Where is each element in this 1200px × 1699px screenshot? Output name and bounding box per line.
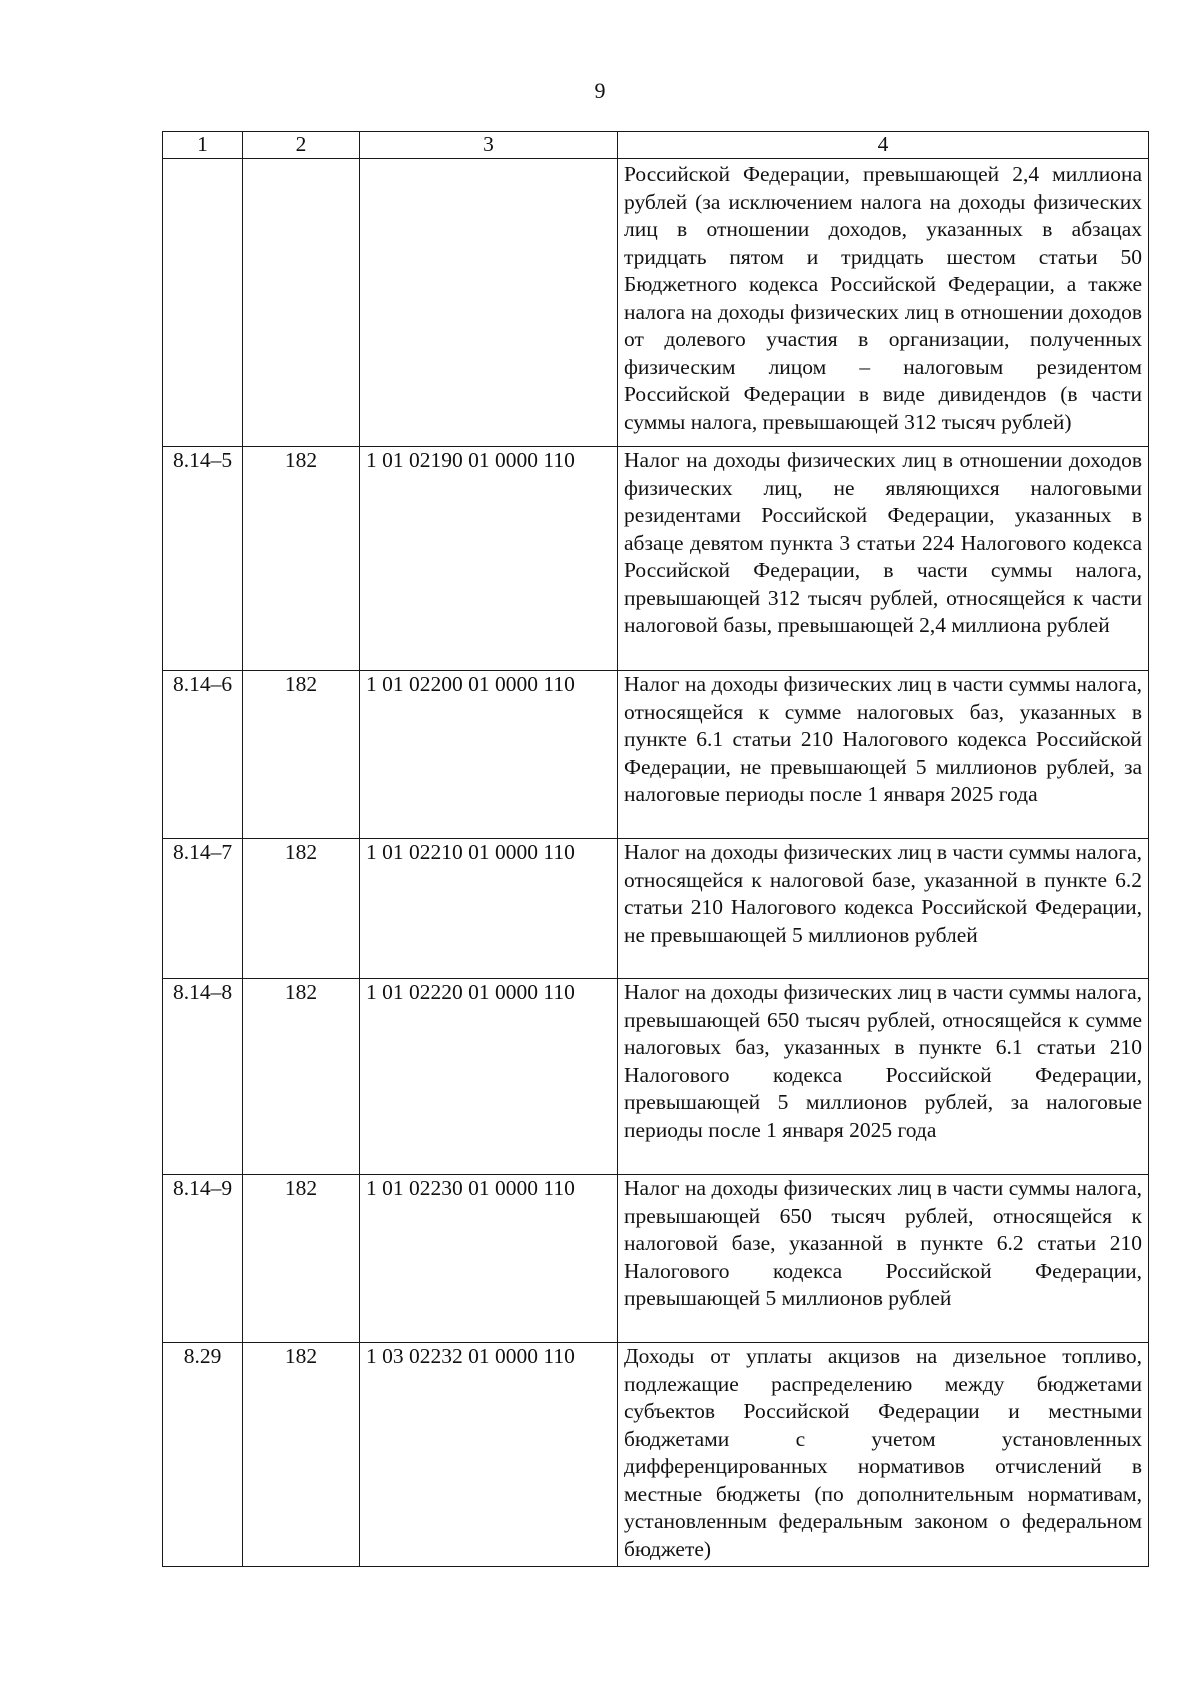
revenue-description: Налог на доходы физических лиц в отношении доходов физических лиц, не являющихся налоговыми резидентами Российской Федерации, указанных в абзаце девятом пункта 3 статьи 224 Налогового кодекса Российской Федерации, в части суммы налога, превышающей 312 тысяч рублей, относящейся к части налоговой базы, превышающей 2,4 миллиона рублей	[618, 447, 1149, 671]
column-header-2: 2	[243, 132, 360, 159]
row-number	[163, 159, 243, 447]
table-row	[163, 671, 1149, 839]
column-header-3: 3	[360, 132, 618, 159]
row-number: 8.14–7	[163, 839, 243, 979]
row-number: 8.14–5	[163, 447, 243, 671]
admin-code: 182	[243, 1175, 360, 1343]
row-number: 8.14–6	[163, 671, 243, 839]
table-row	[163, 447, 1149, 671]
budget-classification-code: 1 03 02232 01 0000 110	[360, 1343, 618, 1567]
revenue-description: Налог на доходы физических лиц в части суммы налога, относящейся к налоговой базе, указанной в пункте 6.2 статьи 210 Налогового кодекса Российской Федерации, не превышающей 5 миллионов рублей	[618, 839, 1149, 979]
revenue-table	[162, 131, 1149, 1567]
table-row	[163, 979, 1149, 1175]
revenue-description: Налог на доходы физических лиц в части суммы налога, относящейся к сумме налоговых баз, указанных в пункте 6.1 статьи 210 Налогового кодекса Российской Федерации, не превышающей 5 миллионов рублей, за налоговые периоды после 1 января 2025 года	[618, 671, 1149, 839]
admin-code: 182	[243, 839, 360, 979]
admin-code: 182	[243, 671, 360, 839]
budget-classification-code: 1 01 02200 01 0000 110	[360, 671, 618, 839]
table-row	[163, 159, 1149, 447]
column-header-4: 4	[618, 132, 1149, 159]
admin-code: 182	[243, 979, 360, 1175]
revenue-description: Доходы от уплаты акцизов на дизельное топливо, подлежащие распределению между бюджетами субъектов Российской Федерации и местными бюджетами с учетом установленных дифференцированных нормативов отчислений в местные бюджеты (по дополнительным нормативам, установленным федеральным законом о федеральном бюджете)	[618, 1343, 1149, 1567]
revenue-description: Российской Федерации, превышающей 2,4 миллиона рублей (за исключением налога на доходы физических лиц в отношении доходов, указанных в абзацах тридцать пятом и тридцать шестом статьи 50 Бюджетного кодекса Российской Федерации, а также налога на доходы физических лиц в отношении доходов от долевого участия в организации, полученных физическим лицом – налоговым резидентом Российской Федерации в виде дивидендов (в части суммы налога, превышающей 312 тысяч рублей)	[618, 159, 1149, 447]
admin-code: 182	[243, 447, 360, 671]
budget-classification-code: 1 01 02210 01 0000 110	[360, 839, 618, 979]
admin-code	[243, 159, 360, 447]
revenue-description: Налог на доходы физических лиц в части суммы налога, превышающей 650 тысяч рублей, относящейся к налоговой базе, указанной в пункте 6.2 статьи 210 Налогового кодекса Российской Федерации, превышающей 5 миллионов рублей	[618, 1175, 1149, 1343]
row-number: 8.14–9	[163, 1175, 243, 1343]
table-row	[163, 1175, 1149, 1343]
table-row	[163, 1343, 1149, 1567]
table-row	[163, 839, 1149, 979]
table-header-row	[163, 132, 1149, 159]
page-number: 9	[594, 78, 606, 103]
admin-code: 182	[243, 1343, 360, 1567]
budget-classification-code	[360, 159, 618, 447]
budget-classification-code: 1 01 02220 01 0000 110	[360, 979, 618, 1175]
budget-classification-code: 1 01 02190 01 0000 110	[360, 447, 618, 671]
row-number: 8.14–8	[163, 979, 243, 1175]
column-header-1: 1	[163, 132, 243, 159]
budget-classification-code: 1 01 02230 01 0000 110	[360, 1175, 618, 1343]
revenue-description: Налог на доходы физических лиц в части суммы налога, превышающей 650 тысяч рублей, относящейся к сумме налоговых баз, указанных в пункте 6.1 статьи 210 Налогового кодекса Российской Федерации, превышающей 5 миллионов рублей, за налоговые периоды после 1 января 2025 года	[618, 979, 1149, 1175]
row-number: 8.29	[163, 1343, 243, 1567]
